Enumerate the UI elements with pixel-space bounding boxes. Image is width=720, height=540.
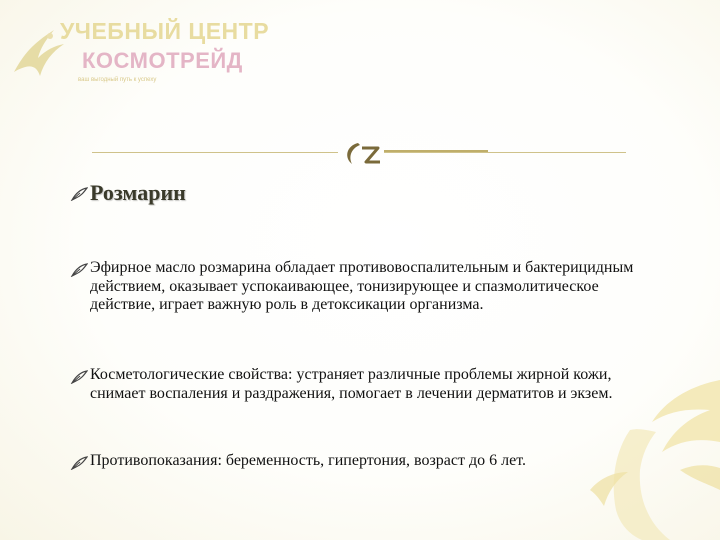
feather-quill-icon bbox=[70, 187, 88, 201]
feather-quill-icon bbox=[70, 370, 88, 384]
feather-quill-icon bbox=[70, 263, 88, 277]
divider-line-left bbox=[92, 152, 338, 153]
ornament-icon bbox=[340, 140, 384, 168]
logo bbox=[10, 10, 270, 90]
logo-tagline: ваш выгодный путь к успеху bbox=[78, 77, 157, 83]
paragraph-contraindications: Противопоказания: беременность, гипертония, возраст до 6 лет. bbox=[90, 452, 526, 469]
section-heading: Розмарин bbox=[90, 180, 186, 205]
paragraph-cosmetic: Косметологические свойства: устраняет различные проблемы жирной кожи, снимает воспаления и раздражения, помогает в лечении дерматитов и экзем. bbox=[90, 366, 613, 402]
swallow-decoration-icon bbox=[570, 360, 720, 540]
swallow-bird-icon bbox=[10, 24, 66, 84]
paragraph-properties: Эфирное масло розмарина обладает противовоспалительным и бактерицидным действием, оказывает успокаивающее, тонизирующее и спазмолитическое действие, играет важную роль в детоксикации организма. bbox=[90, 259, 634, 313]
logo-brand: КОСМОТРЕЙД bbox=[82, 48, 243, 73]
feather-quill-icon bbox=[70, 456, 88, 470]
logo-title: УЧЕБНЫЙ ЦЕНТР bbox=[60, 18, 270, 44]
divider-line-right bbox=[384, 152, 626, 153]
